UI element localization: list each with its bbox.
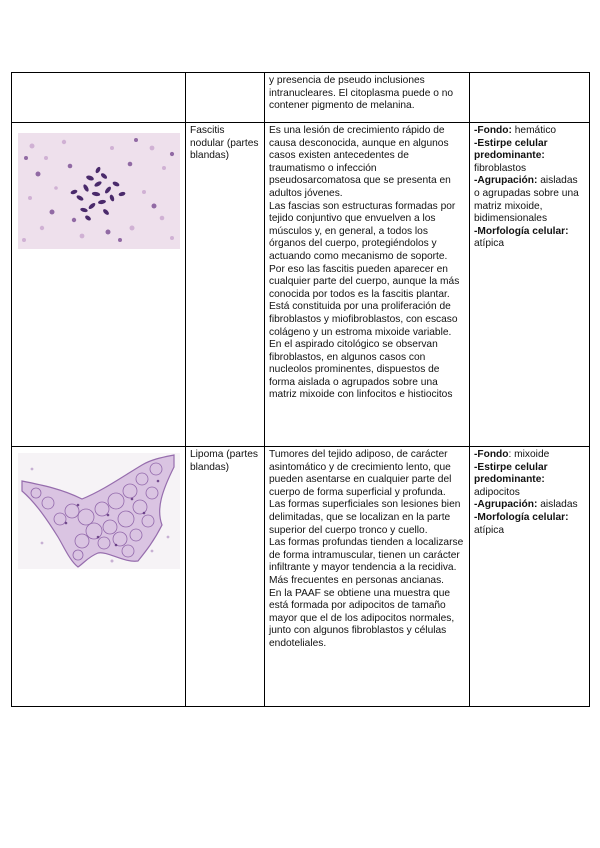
feature-fondo — [474, 449, 585, 462]
features-cell — [470, 73, 590, 123]
feature-value: atípica — [474, 238, 505, 250]
feature-value: aisladas — [537, 499, 578, 511]
feature-agrupacion — [474, 499, 585, 512]
description-cell — [265, 447, 470, 707]
table-row-lipoma — [12, 447, 590, 707]
name-cell — [186, 73, 265, 123]
description-paragraph: Las formas superficiales son lesiones bien delimitadas, que se localizan en la parte superior del cuerpo tronco y cuello. — [269, 499, 461, 536]
cytology-table — [11, 72, 590, 707]
feature-label: -Fondo: — [474, 125, 512, 136]
description-paragraph: Las formas profundas tienden a localizarse de forma intramuscular, tienen un carácter infiltrante y mayor tendencia a la recidiva. — [269, 537, 464, 574]
description-paragraph: y presencia de pseudo inclusiones intranucleares. El citoplasma puede o no contener pigmento de melanina. — [269, 75, 454, 112]
feature-label: -Morfología celular: — [474, 225, 569, 237]
feature-value: hemático — [511, 125, 557, 136]
feature-label: -Estirpe celular predominante: — [474, 137, 548, 162]
feature-fondo — [474, 125, 585, 138]
image-cell — [12, 447, 186, 707]
feature-morfologia — [474, 226, 585, 251]
feature-label: -Morfología celular: — [474, 511, 569, 523]
feature-estirpe — [474, 138, 585, 176]
feature-label: -Fondo — [474, 449, 509, 460]
image-cell — [12, 123, 186, 447]
description-paragraph: Es una lesión de crecimiento rápido de causa desconocida, aunque en algunos casos existen antecedentes de traumatismo o infección pseudosarcomatosa que se presenta en adultos jóvenes. — [269, 125, 451, 199]
description-paragraph: Está constituida por una proliferación de fibroblastos y miofibroblastos, con escaso colágeno y un estroma mixoide variable. — [269, 301, 458, 338]
feature-label: -Agrupación: — [474, 175, 538, 187]
description-cell — [265, 73, 470, 123]
image-cell — [12, 73, 186, 123]
feature-value: adipocitos — [474, 486, 520, 498]
feature-estirpe — [474, 462, 585, 500]
name-cell — [186, 123, 265, 447]
feature-morfologia — [474, 512, 585, 537]
description-paragraph: Más frecuentes en personas ancianas. — [269, 574, 444, 586]
feature-value: atípica — [474, 524, 505, 536]
lesion-name: Fascitis nodular (partes blandas) — [190, 125, 259, 162]
features-cell — [470, 123, 590, 447]
micrograph-lipoma-image — [12, 451, 186, 575]
description-paragraph: Tumores del tejido adiposo, de carácter asintomático y de crecimiento lento, que pueden asentarse en cualquier parte del cuerpo de forma superficial y profunda. — [269, 449, 452, 498]
description-cell — [265, 123, 470, 447]
lesion-name: Lipoma (partes blandas) — [190, 449, 258, 473]
name-cell — [186, 447, 265, 707]
description-paragraph: En el aspirado citológico se observan fibroblastos, en algunos casos con nucleolos prominentes, dispuestos de forma aislada o agrupados sobre una matriz mixoide con linfocitos e histiocitos — [269, 339, 453, 401]
feature-label: -Agrupación: — [474, 499, 538, 511]
description-paragraph: Las fascias son estructuras formadas por tejido conjuntivo que envuelven a los músculos y, en general, a todos los órganos del cuerpo, protegiéndolos y actuando como mecanismo de soporte. Por eso las fascitis pueden aparecer en cualquier parte del cuerpo, aunque la más conocida por todos es la fascitis plantar. — [269, 200, 460, 300]
feature-agrupacion — [474, 175, 585, 225]
feature-label: -Estirpe celular predominante: — [474, 461, 548, 486]
micrograph-fascitis-image — [12, 128, 186, 258]
feature-value: aisladas o agrupadas sobre una matriz mixoide, bidimensionales — [474, 175, 579, 225]
table-row-fascitis — [12, 123, 590, 447]
features-cell — [470, 447, 590, 707]
table-row-continuation — [12, 73, 590, 123]
description-paragraph: En la PAAF se obtiene una muestra que está formada por adipocitos de tamaño mayor que el de los adipocitos normales, junto con algunos fibroblastos y células endoteliales. — [269, 587, 455, 649]
feature-value: : mixoide — [508, 449, 550, 460]
feature-value: fibroblastos — [474, 162, 527, 174]
